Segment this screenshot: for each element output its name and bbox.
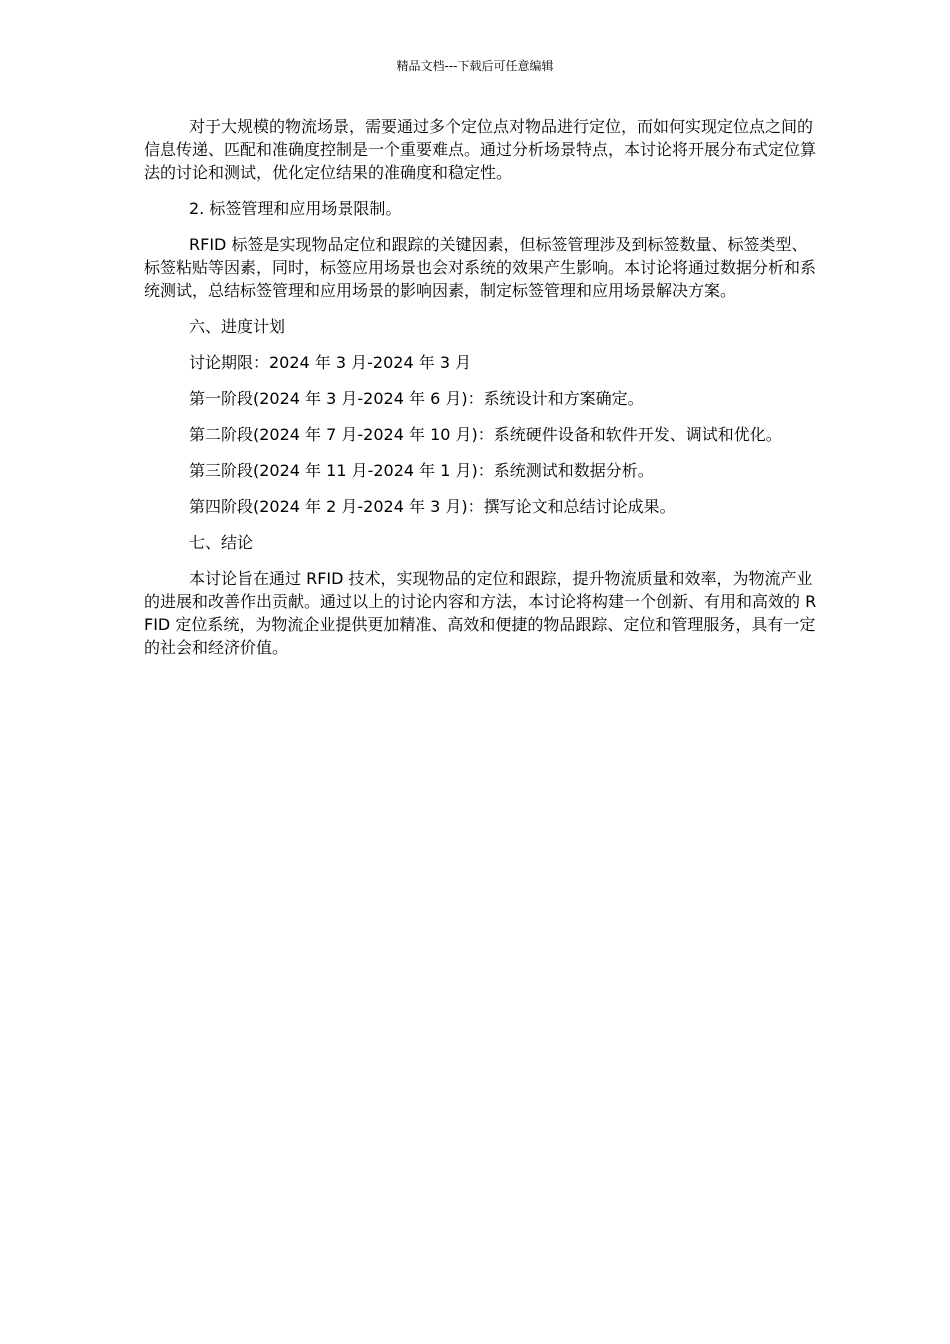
section-heading-schedule: 六、进度计划	[189, 317, 286, 336]
document-body	[144, 115, 819, 672]
paragraph-conclusion: 本讨论旨在通过 RFID 技术，实现物品的定位和跟踪，提升物流质量和效率，为物流产业的进展和改善作出贡献。通过以上的讨论内容和方法，本讨论将构建一个创新、有用和高效的 RFID 定位系统，为物流企业提供更加精准、高效和便捷的物品跟踪、定位和管理服务，具有一定的社会和经济价值。	[144, 569, 817, 657]
section-heading-conclusion: 七、结论	[189, 533, 254, 552]
paragraph-rfid-tags: RFID 标签是实现物品定位和跟踪的关键因素，但标签管理涉及到标签数量、标签类型、标签粘贴等因素，同时，标签应用场景也会对系统的效果产生影响。本讨论将通过数据分析和系统测试，总结标签管理和应用场景的影响因素，制定标签管理和应用场景解决方案。	[144, 235, 817, 300]
paragraph-stage-4: 第四阶段(2024 年 2 月-2024 年 3 月)：撰写论文和总结讨论成果。	[189, 497, 676, 516]
paragraph-research-period: 讨论期限：2024 年 3 月-2024 年 3 月	[189, 353, 472, 372]
subheading-tag-management: 2. 标签管理和应用场景限制。	[189, 199, 402, 218]
paragraph-stage-3: 第三阶段(2024 年 11 月-2024 年 1 月)：系统测试和数据分析。	[189, 461, 654, 480]
paragraph-stage-1: 第一阶段(2024 年 3 月-2024 年 6 月)：系统设计和方案确定。	[189, 389, 644, 408]
paragraph-positioning-difficulty: 对于大规模的物流场景，需要通过多个定位点对物品进行定位，而如何实现定位点之间的信息传递、匹配和准确度控制是一个重要难点。通过分析场景特点，本讨论将开展分布式定位算法的讨论和测试，优化定位结果的准确度和稳定性。	[144, 117, 817, 182]
paragraph-stage-2: 第二阶段(2024 年 7 月-2024 年 10 月)：系统硬件设备和软件开发、调试和优化。	[189, 425, 782, 444]
page-header: 精品文档---下载后可任意编辑	[396, 59, 554, 73]
